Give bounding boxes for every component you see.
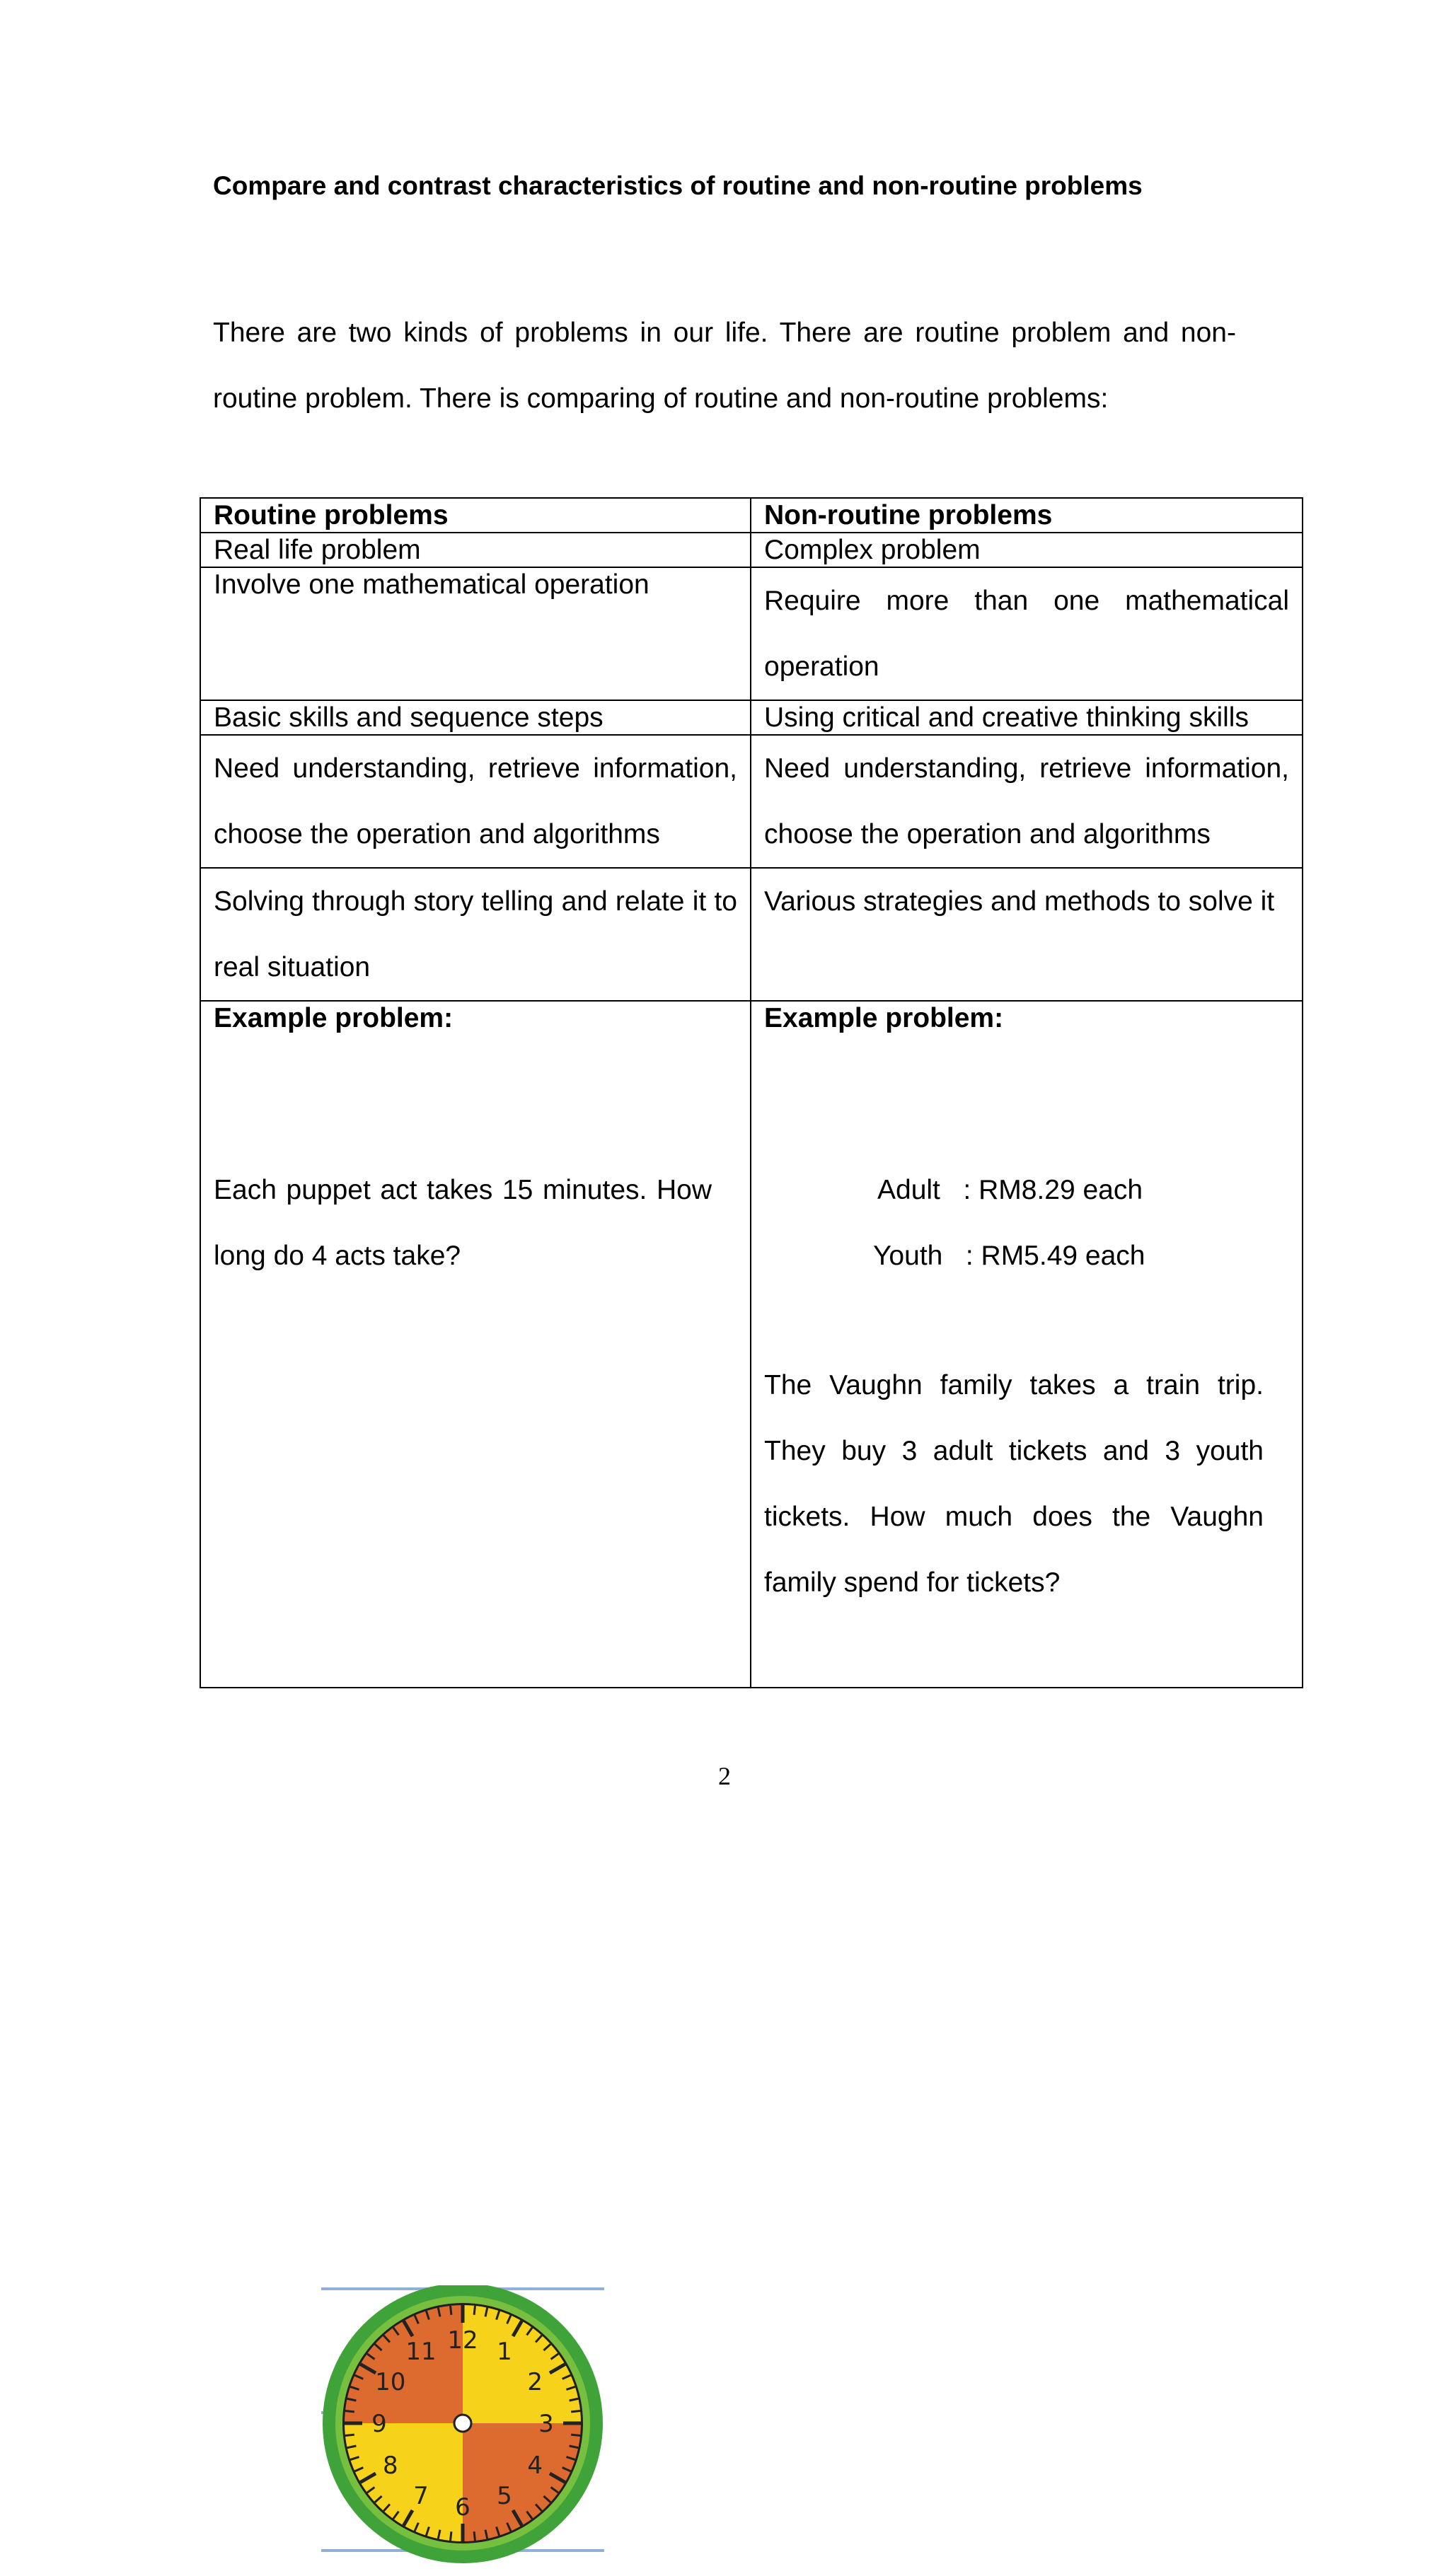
table-row <box>200 533 1303 567</box>
header-routine: Routine problems <box>200 498 751 533</box>
clock-numeral: 12 <box>447 2326 478 2355</box>
clock-tick <box>474 2531 475 2541</box>
fare-list <box>751 1157 1302 1289</box>
clock-numeral: 11 <box>405 2337 437 2366</box>
table-cell: Need understanding, retrieve information, choose the operation and algorithms <box>751 735 1303 868</box>
fare-label: Youth <box>873 1241 943 1271</box>
clock-numeral: 2 <box>527 2368 543 2396</box>
table-cell: Need understanding, retrieve information, choose the operation and algorithms <box>200 735 751 868</box>
clock-tick <box>474 2306 475 2315</box>
clock-numeral: 10 <box>375 2368 406 2396</box>
table-cell: Various strategies and methods to solve it <box>751 868 1303 1001</box>
table-cell: Involve one mathematical operation <box>200 567 751 700</box>
example-label: Example problem: <box>214 1003 454 1033</box>
nonroutine-example-cell <box>751 1001 1303 1688</box>
nonroutine-example-text: The Vaughn family takes a train trip. They buy 3 adult tickets and 3 youth tickets. How much does the Vaughn family spend for tickets? <box>764 1370 1264 1598</box>
table-cell: Using critical and creative thinking skills <box>751 700 1303 735</box>
table-header-row <box>200 498 1303 533</box>
clock-numeral: 6 <box>455 2493 471 2522</box>
table-cell: Real life problem <box>200 533 751 567</box>
page-number: 2 <box>718 1762 731 1790</box>
header-nonroutine: Non-routine problems <box>751 498 1303 533</box>
clock-tick <box>571 2411 580 2412</box>
clock-numeral: 1 <box>497 2337 512 2366</box>
table-cell: Solving through story telling and relate it to real situation <box>200 868 751 1001</box>
clock-image <box>321 2285 604 2576</box>
routine-example-cell <box>200 1001 751 2522</box>
page-heading: Compare and contrast characteristics of routine and non-routine problems <box>213 171 1143 200</box>
example-row <box>200 1001 1303 1688</box>
example-label: Example problem: <box>764 1003 1004 1033</box>
table-row <box>200 567 1303 700</box>
table-row <box>200 735 1303 868</box>
fare-adult <box>751 1157 1302 1223</box>
fare-youth <box>751 1223 1302 1289</box>
comparison-table <box>200 497 1303 2522</box>
fare-price: : RM8.29 each <box>963 1175 1143 1205</box>
fare-label: Adult <box>877 1175 940 1205</box>
clock-tick <box>345 2411 354 2412</box>
clock-numeral: 4 <box>527 2452 543 2480</box>
clock-numeral: 9 <box>371 2410 387 2438</box>
table-row <box>200 868 1303 1001</box>
table-cell: Basic skills and sequence steps <box>200 700 751 735</box>
intro-paragraph: There are two kinds of problems in our life. There are routine problem and non-routine problem. There is comparing of routine and non-routine problems: <box>213 318 1236 414</box>
clock-numeral: 8 <box>382 2452 398 2480</box>
clock-numeral: 3 <box>538 2410 554 2438</box>
fare-price: : RM5.49 each <box>965 1241 1145 1271</box>
table-cell: Complex problem <box>751 533 1303 567</box>
clock-numeral: 5 <box>497 2482 512 2511</box>
routine-example-text: Each puppet act takes 15 minutes. How long do 4 acts take? <box>214 1175 712 1271</box>
table-cell: Require more than one mathematical operation <box>751 567 1303 700</box>
table-row <box>200 700 1303 735</box>
clock-icon <box>321 2285 604 2568</box>
clock-numeral: 7 <box>413 2482 429 2511</box>
